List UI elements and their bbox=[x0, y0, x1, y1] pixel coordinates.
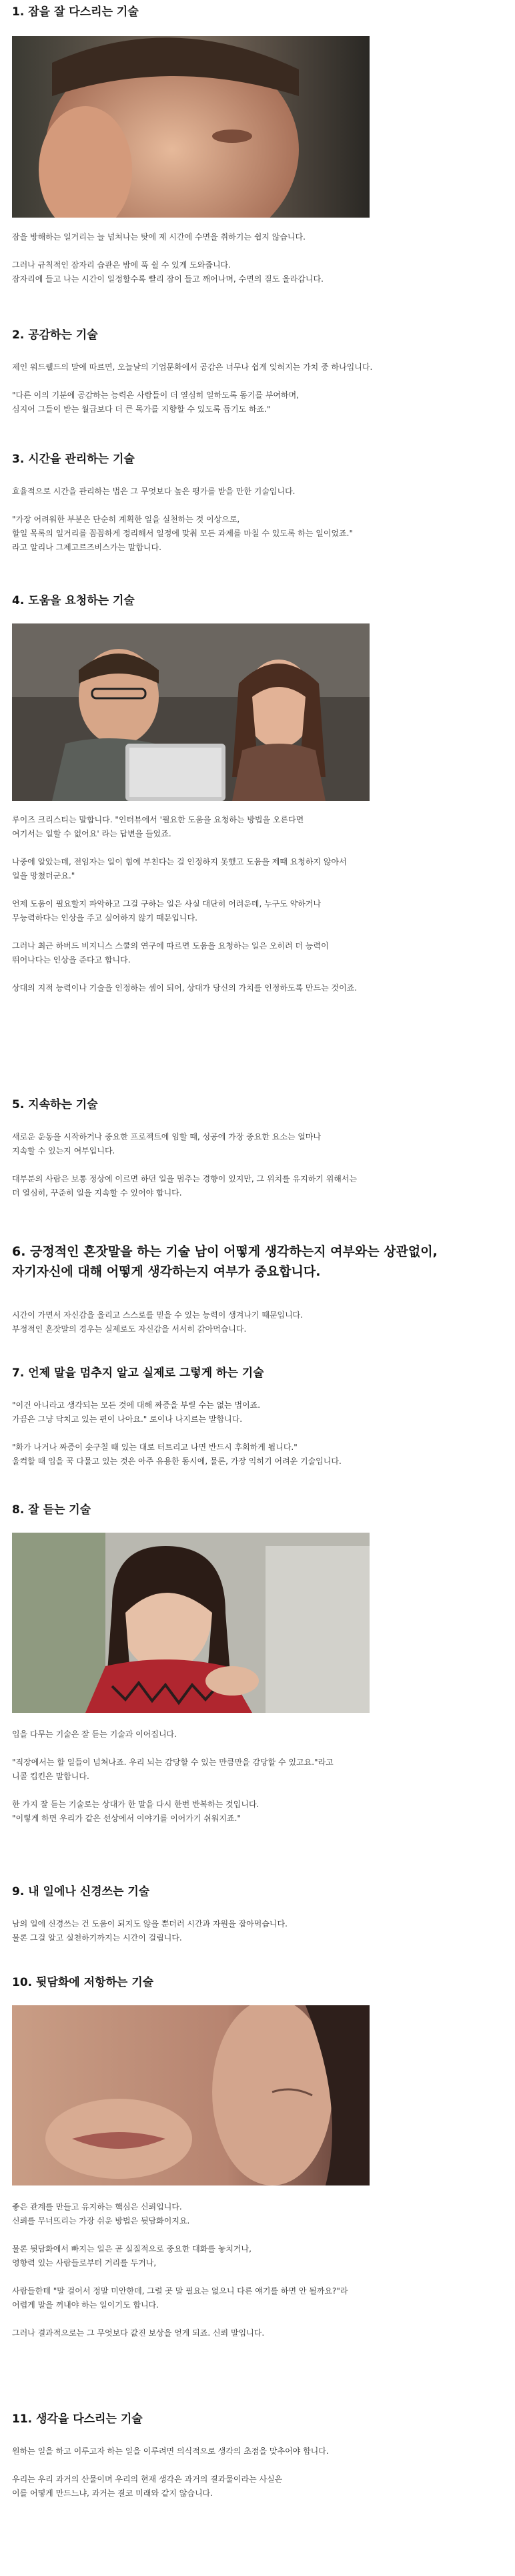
section-11 bbox=[12, 2411, 506, 2427]
s8-p2-l2: 니콜 킵킨은 말합니다. bbox=[12, 1772, 89, 1781]
s5-p1-l2: 지속할 수 있는지 여부입니다. bbox=[12, 1146, 115, 1155]
s8-p3-l2: "이렇게 하면 우리가 같은 선상에서 이야기를 이어가기 쉬워지죠." bbox=[12, 1814, 241, 1823]
s7-p1 bbox=[12, 1398, 506, 1427]
section-6-title-l1: 6. 긍정적인 혼잣말을 하는 기술 남이 어떻게 생각하는지 여부와는 상관없이, bbox=[12, 1244, 438, 1259]
section-7 bbox=[12, 1365, 506, 1381]
section-6-title bbox=[12, 1242, 506, 1282]
s10-p2-l2: 영향력 있는 사람들로부터 거리를 두거나, bbox=[12, 2258, 157, 2268]
s3-p2-l1: "가장 어려워한 부분은 단순히 계획한 일을 실천하는 것 이상으로, bbox=[12, 515, 240, 524]
s3-p1-l1: 효율적으로 시간을 관리하는 법은 그 무엇보다 높은 평가를 받을 만한 기술입니다. bbox=[12, 487, 296, 496]
s11-p2-l1: 우리는 우리 과거의 산물이며 우리의 현재 생각은 과거의 결과물이라는 사실은 bbox=[12, 2475, 283, 2484]
s6-p1-l2: 부정적인 혼잣말의 경우는 실제로도 자신감을 서서히 갉아먹습니다. bbox=[12, 1324, 247, 1334]
section-8 bbox=[12, 1502, 506, 1518]
section-9-title: 9. 내 일에나 신경쓰는 기술 bbox=[12, 1885, 150, 1898]
s4-p5 bbox=[12, 981, 506, 995]
s1-p2-l1: 그러나 규칙적인 잠자리 습관은 밤에 푹 쉴 수 있게 도와줍니다. bbox=[12, 260, 231, 270]
photo-laptop-help bbox=[12, 623, 370, 801]
s4-p2-l2: 일을 망쳤더군요." bbox=[12, 871, 75, 880]
section-2 bbox=[12, 327, 506, 343]
section-11-title: 11. 생각을 다스리는 기술 bbox=[12, 2412, 143, 2426]
s3-p2 bbox=[12, 513, 506, 555]
section-8-body bbox=[12, 1728, 506, 1840]
s10-p3-l2: 어렵게 말을 꺼내야 하는 일이기도 합니다. bbox=[12, 2300, 159, 2310]
s11-p1-l1: 원하는 일을 하고 이루고자 하는 일을 이루려면 의식적으로 생각의 초점을 맞추어야 합니다. bbox=[12, 2446, 329, 2456]
s1-p2-l2: 잠자리에 들고 나는 시간이 일정할수록 빨리 잠이 들고 깨어나며, 수면의 질도 올라갑니다. bbox=[12, 274, 324, 284]
section-10 bbox=[12, 1975, 506, 1991]
s5-p1-l1: 새로운 운동을 시작하거나 중요한 프로젝트에 임할 때, 성공에 가장 중요한 요소는 얼마나 bbox=[12, 1132, 322, 1141]
section-9 bbox=[12, 1884, 506, 1900]
section-7-title: 7. 언제 말을 멈추지 알고 실제로 그렇게 하는 기술 bbox=[12, 1366, 264, 1380]
s9-p1-l2: 물론 그걸 알고 실천하기까지는 시간이 걸립니다. bbox=[12, 1933, 182, 1943]
s1-p1 bbox=[12, 230, 506, 244]
section-7-body bbox=[12, 1398, 506, 1483]
s10-p2 bbox=[12, 2242, 506, 2270]
s7-p1-l2: 가끔은 그냥 닥치고 있는 편이 나아요." 로이나 나지르는 말합니다. bbox=[12, 1414, 243, 1424]
s2-p2-l1: "다른 이의 기분에 공감하는 능력은 사람들이 더 열심히 일하도록 동기를 부여하며, bbox=[12, 391, 300, 400]
s7-p2 bbox=[12, 1441, 506, 1469]
s6-p1-l1: 시간이 가면서 자신감을 올리고 스스로를 믿을 수 있는 능력이 생겨나기 때문입니다. bbox=[12, 1310, 304, 1320]
section-1-title: 1. 잠을 잘 다스리는 기술 bbox=[12, 5, 139, 19]
section-9-body bbox=[12, 1917, 506, 1959]
s3-p2-l3: 라고 알리나 그제고르즈비스가는 말합니다. bbox=[12, 543, 161, 552]
s10-p2-l1: 물론 뒷담화에서 빠지는 일은 곧 실질적으로 중요한 대화를 놓치거나, bbox=[12, 2244, 251, 2254]
s8-p2-l1: "직장에서는 할 일들이 넘쳐나죠. 우리 뇌는 감당할 수 있는 만큼만을 감당할 수 있고요."라고 bbox=[12, 1758, 334, 1767]
s10-p1-l2: 신뢰를 무너뜨리는 가장 쉬운 방법은 뒷담화이지요. bbox=[12, 2216, 190, 2226]
s4-p3 bbox=[12, 897, 506, 925]
section-2-body bbox=[12, 360, 506, 431]
s4-p2 bbox=[12, 855, 506, 883]
section-5-title: 5. 지속하는 기술 bbox=[12, 1098, 98, 1111]
s2-p2 bbox=[12, 389, 506, 417]
section-5-body bbox=[12, 1130, 506, 1214]
s10-p3-l1: 사람들한테 "말 걸어서 정말 미안한데, 그럴 곳 말 필요는 없으니 다른 얘기를 하면 안 될까요?"라 bbox=[12, 2286, 348, 2296]
s10-p4-l1: 그러나 결과적으로는 그 무엇보다 값진 보상을 얻게 되죠. 신뢰 말입니다. bbox=[12, 2328, 265, 2338]
s11-p2 bbox=[12, 2473, 506, 2501]
s10-p3 bbox=[12, 2284, 506, 2312]
s4-p1-l2: 여기서는 일할 수 없어요' 라는 답변을 들었죠. bbox=[12, 829, 171, 838]
s7-p2-l1: "화가 나거나 짜증이 솟구칠 때 있는 대로 터트리고 나면 반드시 후회하게 됩니다." bbox=[12, 1443, 298, 1452]
s8-p3 bbox=[12, 1798, 506, 1826]
s10-p1-l1: 좋은 관계를 만들고 유지하는 핵심은 신뢰입니다. bbox=[12, 2202, 182, 2212]
s1-p2 bbox=[12, 258, 506, 286]
s4-p1-l1: 루이즈 크리스티는 말합니다. "인터뷰에서 '필요한 도움을 요청하는 방법을 오른다면 bbox=[12, 815, 304, 824]
s4-p3-l2: 무능력하다는 인상을 주고 싶어하지 않기 때문입니다. bbox=[12, 913, 197, 923]
s10-p4 bbox=[12, 2326, 506, 2340]
section-10-title: 10. 뒷담화에 저항하는 기술 bbox=[12, 1976, 154, 1989]
section-2-title: 2. 공감하는 기술 bbox=[12, 328, 98, 342]
photo-whisper bbox=[12, 2005, 370, 2185]
s8-p1-l1: 입을 다무는 기술은 잘 듣는 기술과 이어집니다. bbox=[12, 1730, 177, 1739]
s11-p1 bbox=[12, 2444, 506, 2459]
s4-p4-l2: 뛰어나다는 인상을 준다고 합니다. bbox=[12, 955, 131, 965]
section-4 bbox=[12, 593, 506, 609]
s9-p1 bbox=[12, 1917, 506, 1945]
section-4-body bbox=[12, 813, 506, 1009]
s2-p1-l1: 제인 워드웰드의 말에 따르면, 오늘날의 기업문화에서 공감은 너무나 쉽게 잊혀지는 가치 중 하나입니다. bbox=[12, 362, 373, 372]
section-1-body bbox=[12, 230, 506, 300]
section-10-body bbox=[12, 2200, 506, 2354]
s1-p1-l1: 잠을 방해하는 일거리는 늘 넘쳐나는 탓에 제 시간에 수면을 취하기는 쉽지 않습니다. bbox=[12, 232, 306, 242]
section-5 bbox=[12, 1097, 506, 1113]
photo-listening-woman bbox=[12, 1533, 370, 1713]
s4-p4 bbox=[12, 939, 506, 967]
photo-tired-man bbox=[12, 36, 370, 218]
section-3-body bbox=[12, 485, 506, 569]
s5-p2-l2: 더 열심히, 꾸준히 일을 지속할 수 있어야 합니다. bbox=[12, 1188, 182, 1198]
section-6-title-l2: 자기자신에 대해 어떻게 생각하는지 여부가 중요합니다. bbox=[12, 1264, 321, 1279]
s4-p2-l1: 나중에 알았는데, 전임자는 일이 힘에 부친다는 걸 인정하지 못했고 도움을 제때 요청하지 않아서 bbox=[12, 857, 347, 866]
section-6-body bbox=[12, 1308, 506, 1350]
section-3-title: 3. 시간을 관리하는 기술 bbox=[12, 453, 135, 466]
s7-p1-l1: "이건 아니라고 생각되는 모든 것에 대해 짜증을 부릴 수는 없는 법이죠. bbox=[12, 1400, 261, 1410]
s10-p1 bbox=[12, 2200, 506, 2228]
s2-p1 bbox=[12, 360, 506, 374]
s3-p2-l2: 할일 목록의 일거리를 꼼꼼하게 정리해서 일정에 맞춰 모든 과제를 마칠 수 있도록 하는 일이었죠." bbox=[12, 529, 354, 538]
s8-p3-l1: 한 가지 잘 듣는 기술로는 상대가 한 말을 다시 한번 반복하는 것입니다. bbox=[12, 1800, 260, 1809]
s4-p1 bbox=[12, 813, 506, 841]
s11-p2-l2: 이를 어떻게 만드느냐, 과거는 결코 미래와 같지 않습니다. bbox=[12, 2489, 213, 2498]
section-8-title: 8. 잘 듣는 기술 bbox=[12, 1503, 91, 1517]
s4-p5-l1: 상대의 지적 능력이나 기술을 인정하는 셈이 되어, 상대가 당신의 가치를 인정하도록 만드는 것이죠. bbox=[12, 983, 358, 993]
s5-p2-l1: 대부분의 사람은 보통 정상에 이르면 하던 일을 멈추는 경향이 있지만, 그 위치를 유지하기 위해서는 bbox=[12, 1174, 358, 1184]
s8-p2 bbox=[12, 1756, 506, 1784]
section-6 bbox=[12, 1242, 506, 1282]
s5-p2 bbox=[12, 1172, 506, 1200]
section-11-body bbox=[12, 2444, 506, 2515]
s8-p1 bbox=[12, 1728, 506, 1742]
s9-p1-l1: 남의 일에 신경쓰는 건 도움이 되지도 않을 뿐더러 시간과 자원을 잡아먹습니다. bbox=[12, 1919, 288, 1928]
s4-p3-l1: 언제 도움이 필요할지 파악하고 그걸 구하는 일은 사실 대단히 어려운데, 누구도 약하거나 bbox=[12, 899, 322, 909]
s3-p1 bbox=[12, 485, 506, 499]
section-3 bbox=[12, 451, 506, 467]
s2-p2-l2: 심지어 그들이 받는 월급보다 더 큰 목가를 지향할 수 있도록 돕기도 하죠." bbox=[12, 405, 271, 414]
s4-p4-l1: 그러나 최근 하버드 비지니스 스쿨의 연구에 따르면 도움을 요청하는 일은 오히려 더 능력이 bbox=[12, 941, 329, 951]
s7-p2-l2: 울컥할 때 입을 꾹 다물고 있는 것은 아주 유용한 동시에, 물론, 가장 익히기 어려운 기술입니다. bbox=[12, 1457, 342, 1466]
section-1 bbox=[12, 4, 506, 20]
s5-p1 bbox=[12, 1130, 506, 1158]
s6-p1 bbox=[12, 1308, 506, 1336]
section-4-title: 4. 도움을 요청하는 기술 bbox=[12, 594, 135, 607]
